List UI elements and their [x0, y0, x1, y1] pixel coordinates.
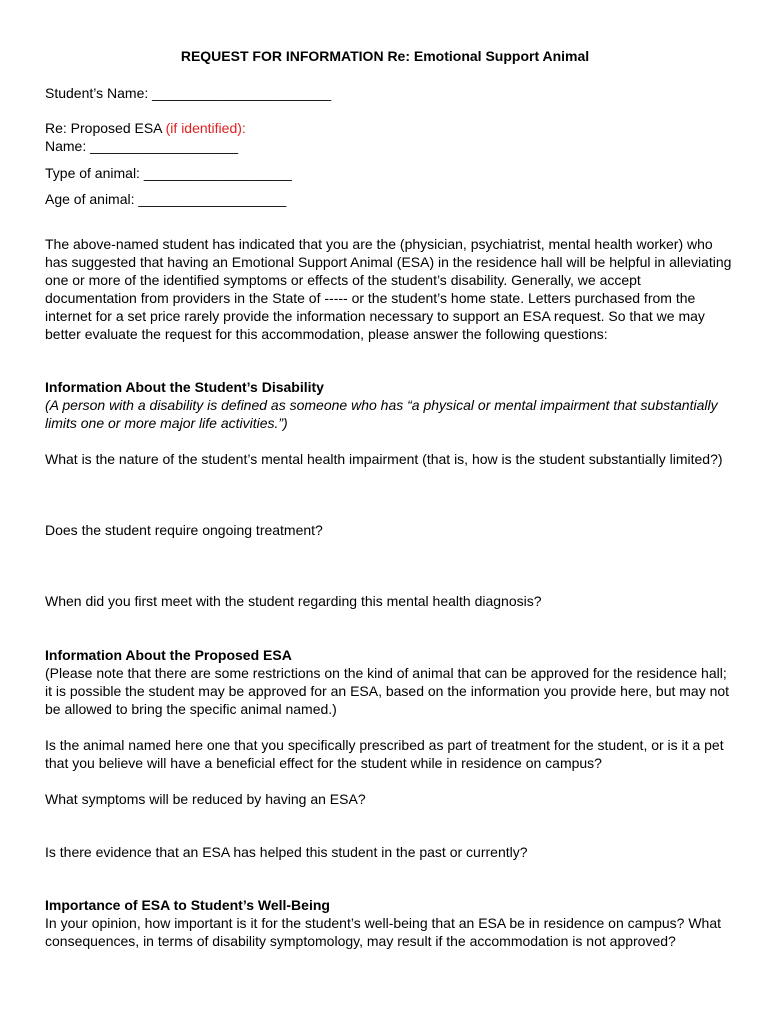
if-identified-note: (if identified):	[165, 120, 246, 136]
question-first-meeting: When did you first meet with the student regarding this mental health diagnosis?	[45, 593, 542, 609]
question-prescribed-or-pet: Is the animal named here one that you specifically prescribed as part of treatment for the student, or is it a pet that you believe will have a beneficial effect for the student while in residence on campus?	[45, 737, 724, 771]
question-ongoing-treatment: Does the student require ongoing treatment?	[45, 522, 323, 538]
animal-age-field: Age of animal: ___________________	[45, 191, 287, 207]
disability-definition-note: (A person with a disability is defined as someone who has “a physical or mental impairment that substantially limits one or more major life activities.”)	[45, 397, 718, 431]
animal-type-field: Type of animal: ___________________	[45, 165, 292, 181]
proposed-esa-line	[45, 119, 735, 137]
section-proposed-esa-heading: Information About the Proposed ESA	[45, 647, 292, 663]
esa-name-field: Name: ___________________	[45, 138, 239, 154]
animal-restrictions-note: (Please note that there are some restrictions on the kind of animal that can be approved for the residence hall; it is possible the student may be approved for an ESA, based on the information you provide here, but may not be allowed to bring the specific animal named.)	[45, 665, 730, 717]
section-well-being-heading: Importance of ESA to Student’s Well-Being	[45, 897, 330, 913]
student-name-field: Student’s Name: _______________________	[45, 85, 332, 101]
question-impairment-nature: What is the nature of the student’s mental health impairment (that is, how is the student substantially limited?)	[45, 451, 723, 467]
question-symptoms-reduced: What symptoms will be reduced by having an ESA?	[45, 791, 366, 807]
intro-paragraph: The above-named student has indicated that you are the (physician, psychiatrist, mental health worker) who has suggested that having an Emotional Support Animal (ESA) in the residence hall will be helpful in alleviating one or more of the identified symptoms or effects of the student’s disability. Generally, we accept documentation from providers in the State of ----- or the student’s home state. Letters purchased from the internet for a set price rarely provide the information necessary to support an ESA request. So that we may better evaluate the request for this accommodation, please answer the following questions:	[45, 236, 732, 342]
question-importance-consequences: In your opinion, how important is it for the student’s well-being that an ESA be in residence on campus? What consequences, in terms of disability symptomology, may result if the accommodation is not approved?	[45, 915, 722, 949]
section-disability-heading: Information About the Student’s Disability	[45, 379, 324, 395]
document-title: REQUEST FOR INFORMATION Re: Emotional Support Animal	[180, 48, 590, 64]
proposed-esa-label: Re: Proposed ESA	[45, 120, 162, 136]
question-past-evidence: Is there evidence that an ESA has helped this student in the past or currently?	[45, 844, 528, 860]
